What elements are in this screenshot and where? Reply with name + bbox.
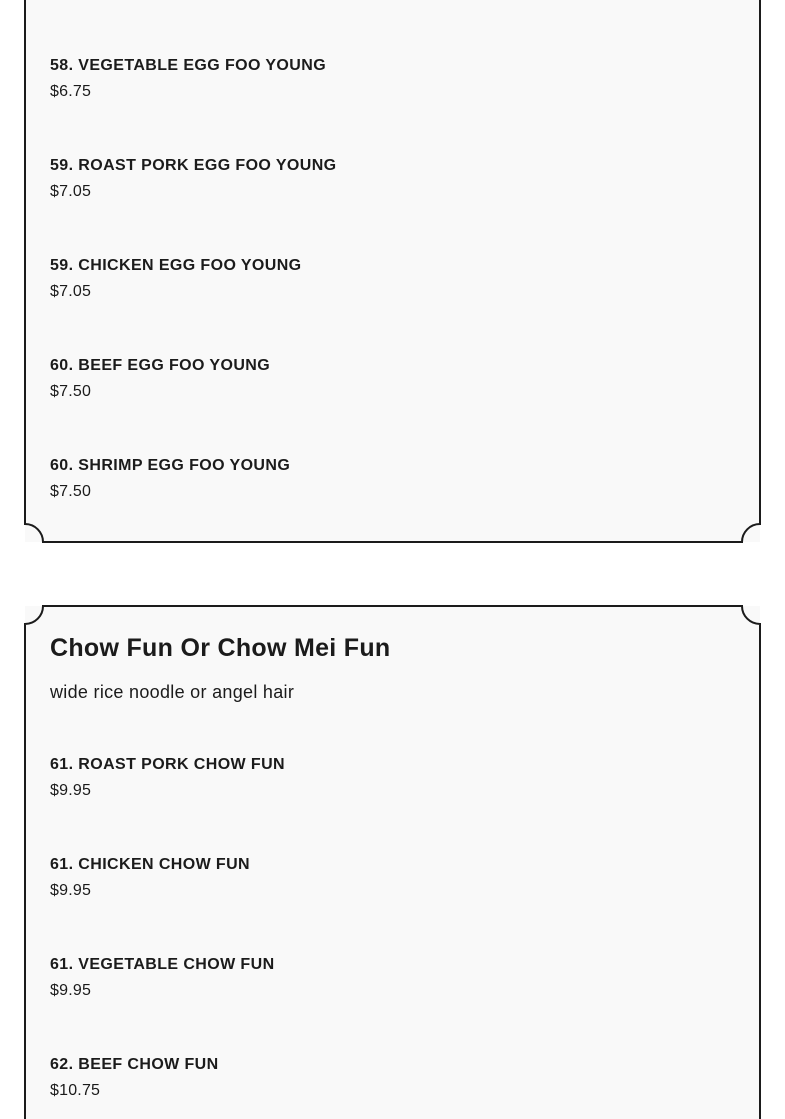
menu-item-price: $6.75 [50, 83, 92, 100]
menu-section-chow-fun [25, 606, 760, 1119]
menu-item[interactable] [50, 1055, 219, 1101]
menu-item-price: $9.95 [50, 782, 92, 799]
menu-item[interactable] [50, 456, 290, 502]
menu-item-name: 61. CHICKEN CHOW FUN [50, 856, 251, 873]
menu-item-price: $10.75 [50, 1082, 101, 1099]
menu-item-price: $7.50 [50, 483, 92, 500]
section-description: wide rice noodle or angel hair [50, 682, 295, 702]
menu-item[interactable] [50, 56, 326, 102]
menu-item-name: 60. BEEF EGG FOO YOUNG [50, 357, 271, 374]
menu-item[interactable] [50, 955, 275, 1001]
menu-item[interactable] [50, 356, 270, 402]
menu-item-name: 59. ROAST PORK EGG FOO YOUNG [50, 157, 337, 174]
menu-item-price: $7.05 [50, 283, 92, 300]
menu-item-name: 59. CHICKEN EGG FOO YOUNG [50, 257, 302, 274]
menu-item-price: $9.95 [50, 982, 92, 999]
menu-item[interactable] [50, 256, 302, 302]
menu-item-price: $9.95 [50, 882, 92, 899]
menu-item-name: 58. VEGETABLE EGG FOO YOUNG [50, 57, 327, 74]
menu-section-egg-foo-young [25, 0, 760, 542]
menu-item[interactable] [50, 156, 337, 202]
menu-item-name: 60. SHRIMP EGG FOO YOUNG [50, 457, 291, 474]
menu-item-name: 61. VEGETABLE CHOW FUN [50, 956, 275, 973]
menu-item[interactable] [50, 755, 285, 801]
section-title: Chow Fun Or Chow Mei Fun [50, 634, 391, 662]
menu-item[interactable] [50, 855, 250, 901]
menu-item-name: 61. ROAST PORK CHOW FUN [50, 756, 285, 773]
menu-item-price: $7.05 [50, 183, 92, 200]
menu-item-name: 62. BEEF CHOW FUN [50, 1056, 219, 1073]
menu-item-price: $7.50 [50, 383, 92, 400]
